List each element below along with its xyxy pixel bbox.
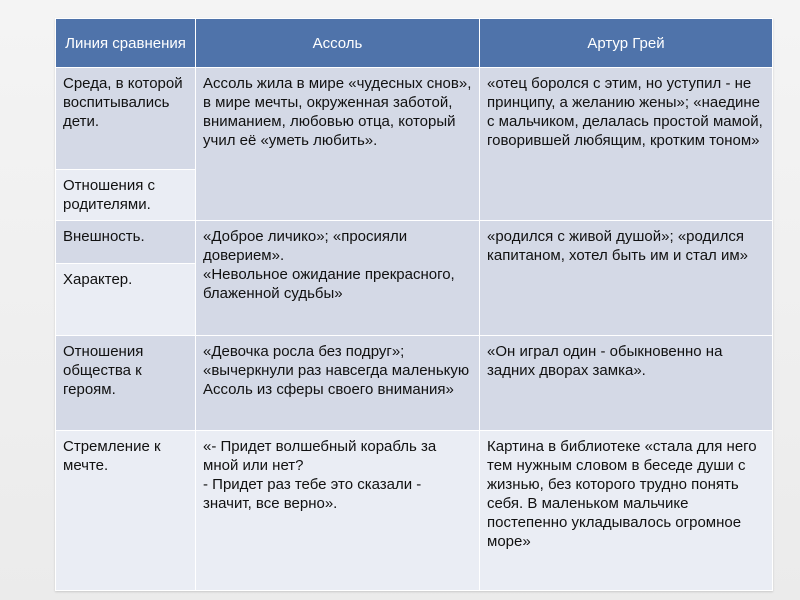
grey-cell: «отец боролся с этим, но уступил - не принципу, а желанию жены»; «наедине с мальчиком, делалась простой мамой, говорившей любящим, кротким тоном» — [480, 68, 773, 221]
table-row — [56, 221, 773, 264]
header-arthur-grey: Артур Грей — [480, 19, 773, 68]
table-row — [56, 68, 773, 170]
header-comparison-line: Линия сравнения — [56, 19, 196, 68]
row-label: Отношения общества к героям. — [56, 336, 196, 431]
comparison-table — [55, 18, 773, 591]
grey-cell: «родился с живой душой»; «родился капитаном, хотел быть им и стал им» — [480, 221, 773, 336]
table-header-row — [56, 19, 773, 68]
assol-cell: «- Придет волшебный корабль за мной или нет? - Придет раз тебе это сказали - значит, все верно». — [196, 431, 480, 591]
assol-cell: «Девочка росла без подруг»; «вычеркнули раз навсегда маленькую Ассоль из сферы своего внимания» — [196, 336, 480, 431]
table-row — [56, 336, 773, 431]
row-label: Среда, в которой воспитывались дети. — [56, 68, 196, 170]
header-assol: Ассоль — [196, 19, 480, 68]
row-label: Характер. — [56, 264, 196, 336]
row-label: Отношения с родителями. — [56, 170, 196, 221]
table-row — [56, 431, 773, 591]
assol-cell: «Доброе личико»; «просияли доверием». «Невольное ожидание прекрасного, блаженной судьбы» — [196, 221, 480, 336]
row-label: Внешность. — [56, 221, 196, 264]
grey-cell: «Он играл один - обыкновенно на задних дворах замка». — [480, 336, 773, 431]
grey-cell: Картина в библиотеке «стала для него тем нужным словом в беседе души с жизнью, без которого трудно понять себя. В маленьком мальчике постепенно укладывалось огромное море» — [480, 431, 773, 591]
assol-cell: Ассоль жила в мире «чудесных снов», в мире мечты, окруженная заботой, вниманием, любовью отца, который учил её «уметь любить». — [196, 68, 480, 221]
row-label: Стремление к мечте. — [56, 431, 196, 591]
